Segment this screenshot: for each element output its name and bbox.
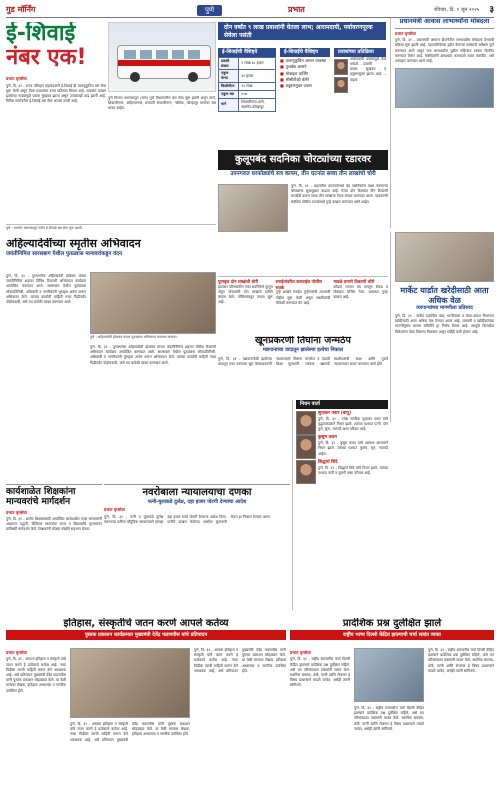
ebus-table-box bbox=[218, 48, 276, 143]
kulup-headline-block bbox=[218, 150, 388, 180]
nidhan-block bbox=[292, 400, 388, 610]
list-item: सिद्धार्थ शिंदे पुणे, दि. ३१ - सिद्धार्थ शिंदे यांचे निधन झाले. त्यांच्या पश्चात पत्नी व मुलगी असा परिवार आहे. bbox=[296, 460, 388, 476]
ahilya-subhead: जयंतीनिमित्त सारसबाग येथील पुतळ्यास मान्यवरांकडून वंदन bbox=[6, 250, 123, 257]
crime-story: सराईतांवरील कारवाईत पोलीस सतर्क गुन्हे शाखेने सराईत गुन्हेगारांची तपासणी मोहीम सुरू केली असून संशयितांची चौकशी करण्यात येत आहे. bbox=[275, 279, 331, 305]
brand-label: गुड मॉर्निंग bbox=[6, 5, 36, 15]
shikshak-article: कार्यशाळेत शिक्षकांना मान्यवरांचे मार्गदर्शन प्रभात वृत्तसेवा पुणे, दि. ३१ - शालेय शिक्षकांसाठी आयोजित कार्यशाळेत तज्ज्ञ मान्यवरांनी अध्यापन पद्धती, डिजिटल साधनांचा वापर व विद्यार्थ्यांचे मूल्यमापन याविषयी मार्गदर्शन केले. शिक्षकांनी मोठ्या संख्येने सहभाग घेतला. bbox=[6, 484, 102, 654]
itihas-text-cont2: पुणे, दि. ३१ - आपला इतिहास व संस्कृती यांचे जतन करणे हे प्रत्येकाचे कर्तव्य आहे. नव्या पिढीला त्याची माहिती करून देणे आवश्यक आहे, असे प्रतिपादन मुख्यमंत्री देवेंद्र फडणवीस यांनी पुस्तक प्रकाशन सोहळ्यात केले. या वेळी मान्यवर लेखक, इतिहास अभ्यासक व नागरिक उपस्थित होते. bbox=[194, 648, 286, 673]
itihas-text-cont: पुणे, दि. ३१ - आपला इतिहास व संस्कृती यांचे जतन करणे हे प्रत्येकाचे कर्तव्य आहे. नव्या पिढीला त्याची माहिती करून देणे आवश्यक आहे, असे प्रतिपादन मुख्यमंत्री देवेंद्र फडणवीस यांनी पुस्तक प्रकाशन सोहळ्यात केले. या वेळी मान्यवर लेखक, इतिहास अभ्यासक व नागरिक उपस्थित होते. bbox=[70, 722, 190, 742]
market-photo bbox=[395, 232, 494, 282]
nyay-subhead: पत्नी-मुलाकडे दुर्लक्ष, दहा हजार पोटगी देण्याचा आदेश bbox=[147, 498, 247, 505]
avatar bbox=[334, 77, 348, 93]
pradeshik-text-cont: पुणे, दि. ३१ - राष्ट्रीय स्तरावरील चर्चा दिल्ली केंद्रित झाल्याने प्रादेशिक प्रश्न दुर्लक्षित राहिले, असे मत परिसंवादात वक्त्यांनी व्यक्त केले. स्थानिक समस्या, शेती, पाणी आणि रोजगार हे विषय प्राधान्याने मांडले जावेत, असेही त्यांनी सांगितले. bbox=[354, 706, 424, 731]
pradeshik-text-col: प्रभात वृत्तसेवा पुणे, दि. ३१ - राष्ट्रीय स्तरावरील चर्चा दिल्ली केंद्रित झाल्याने प्रादेशिक प्रश्न दुर्लक्षित राहिले, असे मत परिसंवादात वक्त्यांनी व्यक्त केले. स्थानिक समस्या, शेती, पाणी आणि रोजगार हे विषय प्राधान्याने मांडले जावेत, असेही त्यांनी सांगितले. bbox=[290, 650, 350, 688]
kulup-body: पुणे, दि. ३१ - शहरातील उपनगरांमध्ये बंद सदनिकांना लक्ष्य करणाऱ्या चोरट्यांचा सुळसुळाट वाढला आहे. गेल्या दोन दिवसांत तीन ठिकाणी घरफोडी करून सव्वा तीन लाखांचा ऐवज लंपास करण्यात आला. याप्रकरणी संबंधित पोलीस ठाण्यांमध्ये गुन्हे दाखल करण्यात आले आहेत. bbox=[218, 184, 388, 274]
itihas-subhead: पुस्तक प्रकाशन कार्यक्रमात मुख्यमंत्री देवेंद्र फडणवीस यांचे प्रतिपादन bbox=[6, 630, 286, 641]
itihas-headline-block bbox=[6, 618, 286, 644]
list-item: ■ प्रदूषणमुक्त प्रवास bbox=[280, 83, 312, 89]
crime-stories bbox=[218, 276, 388, 326]
table-row: एकूण बस १०७ bbox=[219, 90, 276, 98]
awas-article: प्रधानमंत्री आवास लाभार्थ्यांना मोबदला प्रभात वृत्तसेवा पुणे, दि. ३१ - प्रधानमंत्री आवास योजनेतील लाभार्थ्यांना मोबदला देण्याची प्रक्रिया सुरू झाली आहे. महापालिकेच्या हद्दीत येणाऱ्या घरांसाठी सर्वेक्षण पूर्ण करण्यात आले असून पात्र लाभार्थ्यांना पुढील महिन्यात रक्कम वितरित करण्यात येणार आहे. संबंधितांनी आवश्यक कागदपत्रे सादर करावीत, असे आवाहन करण्यात आले आहे. bbox=[390, 18, 494, 228]
pradeshik-photo bbox=[354, 648, 424, 702]
list-item: कुसुम कदम पुणे, दि. ३१ - कुसुम कदम यांचे अल्पशा आजाराने निधन झाले. त्यांच्या पश्चात मुलगा, सून, नातवंडे आहेत. bbox=[296, 435, 388, 457]
ahilya-text-cont: पुणे, दि. ३१ - पुण्यश्लोक अहिल्यादेवी होळकर यांच्या जयंतीनिमित्त शहरात विविध ठिकाणी अभिवादन कार्यक्रम आयोजित करण्यात आले. सारसबाग येथील पुतळ्यास लोकप्रतिनिधी, अधिकारी व नागरिकांनी पुष्पहार अर्पण करून अभिवादन केले. त्यांच्या कार्याची माहिती नव्या पिढीपर्यंत पोहोचवावी, असे मत यावेळी व्यक्त करण्यात आले. bbox=[90, 345, 216, 365]
bus-icon bbox=[117, 45, 211, 79]
pradeshik-subhead: राष्ट्रीय भाष्य दिल्ली केंद्रित झाल्याची चर्चा सत्रांत व्यक्त bbox=[290, 630, 494, 641]
khun-article: खूनप्रकरणी तिघांना जन्मठेप मद्यपानाच्या वादातून झालेल्या हत्येचा निकाल पुणे, दि. ३१ - मद्यपानावेळी झालेल्या वादातून एका तरुणाचा खून केल्याप्रकरणी न्यायालयाने तिघांना जन्मठेप व दंडाची शिक्षा सुनावली. सरकार पक्षातर्फे साक्षीदारांची साक्ष आणि पुरावे न्यायालयात सादर करण्यात आले होते. bbox=[218, 336, 388, 366]
avatar bbox=[334, 59, 348, 75]
avatar bbox=[296, 435, 316, 459]
table-row: किलोमीटर १३ लाख bbox=[219, 83, 276, 91]
ebus-article bbox=[6, 22, 106, 222]
nidhan-head: निधन वार्ता bbox=[296, 400, 388, 409]
kulup-headline: कुलूपबंद सदनिका चोरट्यांच्या रडारवर bbox=[218, 150, 388, 170]
nyay-headline: नवरोबाला न्यायालयाचा दणका bbox=[142, 487, 252, 498]
ebus-text: पुणे, दि. ३१ - राज्य परिवहन महामंडळाने ई-शिवाई ही वातानुकूलित बस सेवा सुरू केली असून तिला प्रवाशांचा उत्तम प्रतिसाद मिळत आहे. ताफ्यात दाखल झालेल्या गाड्यांमुळे प्रवास सुखकर झाला असून उत्पन्नातही वाढ झाली आहे. विविध मार्गावरील ई-शिवाई बस सेवा अव्वल ठरली आहे. bbox=[6, 83, 106, 104]
ebus-stats-table bbox=[218, 57, 276, 112]
ahilya-photo bbox=[90, 272, 216, 334]
ahilya-text: पुणे, दि. ३१ - पुण्यश्लोक अहिल्यादेवी होळकर यांच्या जयंतीनिमित्त शहरात विविध ठिकाणी अभिवादन कार्यक्रम आयोजित करण्यात आले. सारसबाग येथील पुतळ्यास लोकप्रतिनिधी, अधिकारी व नागरिकांनी पुष्पहार अर्पण करून अभिवादन केले. त्यांच्या कार्याची माहिती नव्या पिढीपर्यंत पोहोचवावी, असे मत यावेळी व्यक्त करण्यात आले. bbox=[6, 274, 86, 305]
shikshak-headline: कार्यशाळेत शिक्षकांना मान्यवरांचे मार्गदर्शन bbox=[6, 487, 76, 508]
itihas-photo bbox=[70, 648, 190, 718]
ahilya-headline: अहिल्यादेवींच्या स्मृतीस अभिवादन bbox=[6, 238, 141, 250]
section-label: पुणे bbox=[197, 5, 222, 16]
pradeshik-headline-block bbox=[290, 618, 494, 644]
ebus-photo bbox=[108, 22, 216, 102]
ebus-title: ई-शिवाई नंबर एक! bbox=[6, 22, 87, 71]
crime-story: मावळे प्रमाणे ठिकाणी चोरी कोंढवा भागात बंद घरातून रोकड व मोबाइल चोरीस गेला. याबाबत गुन्हा दाखल आहे. bbox=[333, 279, 388, 300]
page-date: रविवार, दि. १ जून २०२५ bbox=[434, 7, 480, 14]
itihas-headline: इतिहास, संस्कृतीचे जतन करणे आपले कर्तव्य bbox=[63, 618, 229, 629]
table-row: प्रवासी संख्या ९ लाख ४८ हजार bbox=[219, 57, 276, 70]
ebus-quotes: प्रवाशांच्या प्रतिक्रिया आरामदायी प्रवासामुळे वेळ वाचतो. – प्रवासी प्रवास सुखकर व प्रदूषणमुक्त झाला आहे. – वाहक bbox=[334, 48, 386, 143]
ebus-byline: प्रभात वृत्तसेवा bbox=[6, 76, 27, 82]
list-item: ■ वातानुकूलित आसन व्यवस्था bbox=[280, 57, 327, 63]
avatar bbox=[296, 411, 316, 435]
kulup-photo bbox=[218, 184, 288, 232]
khun-headline: खूनप्रकरणी तिघांना जन्मठेप bbox=[255, 336, 351, 346]
list-item: ■ सीसीटीव्ही कॅमेरे bbox=[280, 76, 310, 82]
ebus-caption: पुणे : स्वारगेट स्थानकातून नवीन ई-शिवाई बस सेवा सुरू झाली. bbox=[6, 224, 216, 234]
list-item: ■ मोबाइल चार्जिंग bbox=[280, 70, 309, 76]
table-row: मार्ग शिवाजीनगर-ठाणे, स्वारगेट-कोल्हापूर bbox=[219, 98, 276, 111]
kulup-subhead: उपनगरात घरफोड्यांचे सत्र कायम, तीन घटनांत सव्वा तीन लाखांचो चोरी bbox=[230, 170, 376, 177]
pradeshik-headline: प्रादेशिक प्रश्न दुर्लक्षित झाले bbox=[342, 618, 442, 629]
paper-logo: प्रभात bbox=[288, 5, 305, 15]
nyay-article: नवरोबाला न्यायालयाचा दणका पत्नी-मुलाकडे दुर्लक्ष, दहा हजार पोटगी देण्याचा आदेश प्रभात वृत्तसेवा पुणे, दि. ३१ - पत्नी व मुलाकडे दुर्लक्ष करणाऱ्या पतीला कौटुंबिक न्यायालयाने दरमहा दहा हजार रुपये पोटगी देण्याचा आदेश दिला. पत्नीने दाखल केलेल्या अर्जावर सुनावणी घेऊन हा निकाल देण्यात आला. bbox=[104, 484, 290, 654]
ahilya-caption: पुणे : अहिल्यादेवी होळकर यांच्या पुतळ्यास अभिवादन करताना मान्यवर. bbox=[90, 335, 178, 339]
ebus-table-title: ई-शिवाईची वैशिष्ट्ये bbox=[218, 48, 276, 57]
page-header bbox=[6, 4, 494, 18]
table-row: एकूण फेऱ्या ३९ हजार bbox=[219, 70, 276, 83]
khun-subhead: मद्यपानाच्या वादातून झालेल्या हत्येचा निकाल bbox=[262, 346, 344, 353]
page-number: ३ bbox=[489, 5, 494, 16]
crime-story: पुरस्कृत दोन लाखांची चोरी हडपसर परिसरातील एका सदनिकेचे कुलूप तोडून चोरट्यांनी दोन लाखांचे दागिने लंपास केले. पोलिसांकडून तपास सुरू आहे. bbox=[218, 279, 273, 305]
ebus-kicker: दोन वर्षांत ९ लाख प्रवाशांनी घेतला लाभ; आरामदायी, पर्यावरणपूरक सेवेला पसंती bbox=[218, 22, 386, 40]
list-item: ■ पुशबॅक आसने bbox=[280, 64, 307, 70]
pradeshik-text-cont2: पुणे, दि. ३१ - राष्ट्रीय स्तरावरील चर्चा दिल्ली केंद्रित झाल्याने प्रादेशिक प्रश्न दुर्लक्षित राहिले, असे मत परिसंवादात वक्त्यांनी व्यक्त केले. स्थानिक समस्या, शेती, पाणी आणि रोजगार हे विषय प्राधान्याने मांडले जावेत, असेही त्यांनी सांगितले. bbox=[428, 648, 494, 673]
itihas-text-col: प्रभात वृत्तसेवा पुणे, दि. ३१ - आपला इतिहास व संस्कृती यांचे जतन करणे हे प्रत्येकाचे कर्तव्य आहे. नव्या पिढीला त्याची माहिती करून देणे आवश्यक आहे, असे प्रतिपादन मुख्यमंत्री देवेंद्र फडणवीस यांनी पुस्तक प्रकाशन सोहळ्यात केले. या वेळी मान्यवर लेखक, इतिहास अभ्यासक व नागरिक उपस्थित होते. bbox=[6, 650, 66, 693]
awas-photo bbox=[395, 68, 494, 108]
ahilya-headline-block bbox=[6, 238, 216, 274]
market-article: मार्केट यार्डात खरेदीसाठी आता अधिक वेळ व्यापाऱ्यांच्या मागणीला प्रतिसाद पुणे, दि. ३१ - मार्केट यार्डातील फळ, भाजीपाला व कांदा-बटाटा विभागात खरेदीसाठी आता अधिक वेळ देण्यात आला आहे. व्यापारी व खरेदीदारांच्या मागणीनुसार बाजार समितीने हा निर्णय घेतला आहे. त्यामुळे किरकोळ विक्रेत्यांना मोठा दिलासा मिळणार असून गर्दीही कमी होणार आहे. bbox=[390, 232, 494, 422]
market-headline: मार्केट यार्डात खरेदीसाठी आता अधिक वेळ bbox=[400, 286, 489, 305]
ebus-intro: पुणे विभाग स्थानकातून (मार्ग) पुणे विभागातील बस सेवा सुरू झाली असून ठाणे, शिवाजीनगर, अहिल्यानगर, छत्रपती संभाजीनगर, नाशिक, कोल्हापूर मार्गावर बस धावत आहेत. bbox=[108, 96, 216, 111]
list-item: सुधाकर पवार (बापू) पुणे, दि. ३१ - ज्येष्ठ नागरिक सुधाकर पवार यांचे वृद्धापकाळाने निधन झाले. त्यांच्या पश्चात पत्नी, दोन मुले, सुना, नातवंडे असा परिवार आहे. bbox=[296, 411, 388, 433]
ebus-features: ई-शिवाईचे वैशिष्ट्य ■ वातानुकूलित आसन व्यवस्था ■ पुशबॅक आसने ■ मोबाइल चार्जिंग ■ सीसीटीव्ही कॅमेरे ■ प्रदूषणमुक्त प्रवास bbox=[280, 48, 330, 143]
avatar bbox=[296, 460, 316, 484]
